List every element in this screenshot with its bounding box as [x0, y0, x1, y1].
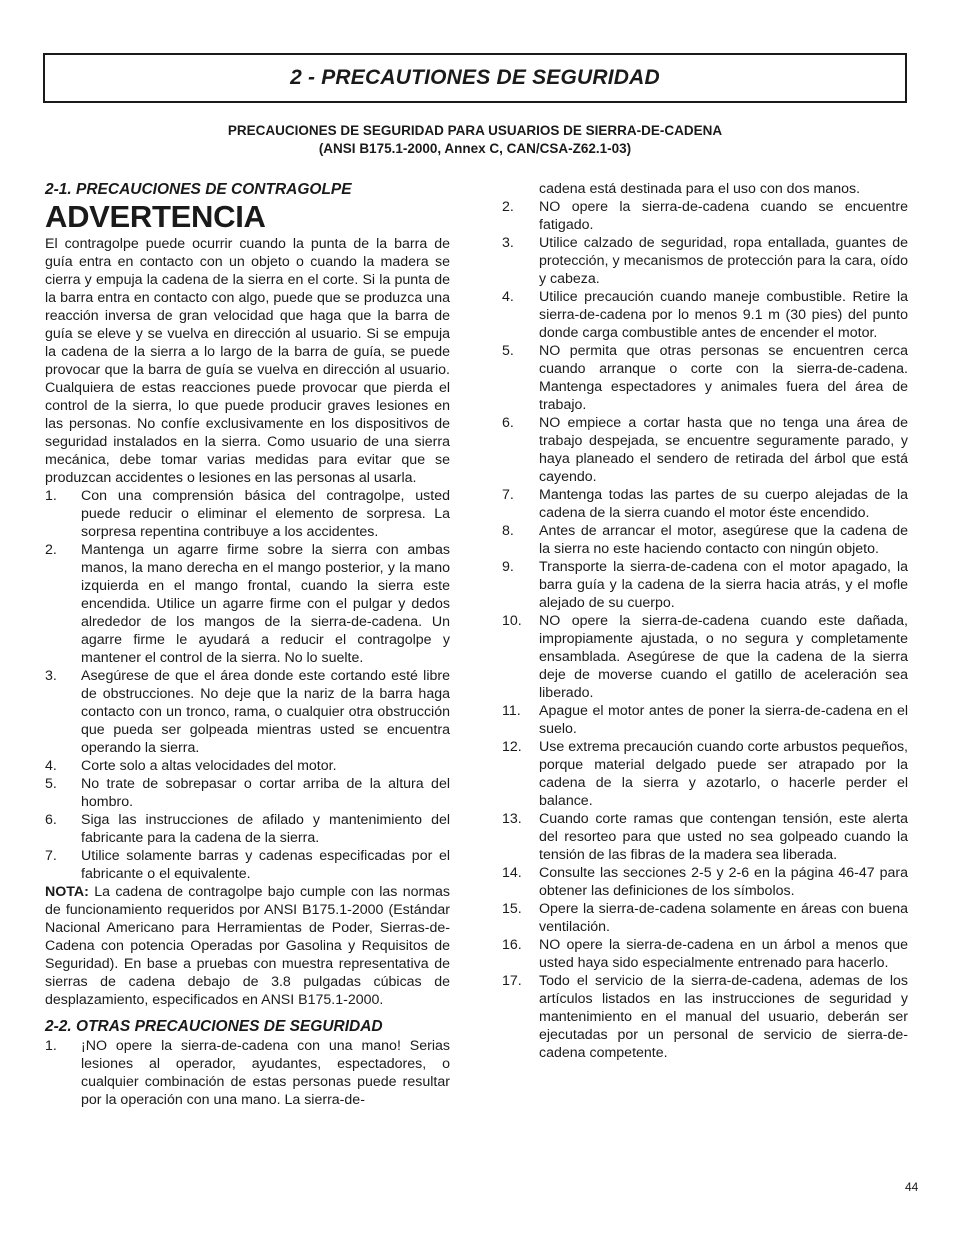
- note-paragraph: [45, 883, 450, 1009]
- list-item: 1. Con una comprensión básica del contragolpe, usted puede reducir o eliminar el elemento de sorpresa. La sorpresa repentina contribuye a los accidentes.: [45, 488, 450, 540]
- section-1-heading: 2-1. PRECAUCIONES DE CONTRAGOLPE: [45, 181, 352, 198]
- left-column: [45, 180, 450, 1109]
- list-item: 9. Transporte la sierra-de-cadena con el motor apagado, la barra guía y la cadena de la sierra hacia atrás, y el mofle alejado de su cuerpo.: [502, 559, 908, 611]
- list-item: 2. NO opere la sierra-de-cadena cuando se encuentre fatigado.: [502, 199, 908, 233]
- kickback-list: [45, 487, 450, 883]
- page-number: 44: [905, 1180, 919, 1194]
- list-item: 5. NO permita que otras personas se encuentren cerca cuando arranque o corte con la sierra-de-cadena. Mantenga espectadores y animales fuera del área de trabajo.: [502, 343, 908, 413]
- list-item: 1. ¡NO opere la sierra-de-cadena con una mano! Serias lesiones al operador, ayudantes, espectadores, o cualquier combinación de estas personas puede resultar por la operación con una mano. La sierra-de-: [45, 1038, 450, 1108]
- right-column: [502, 180, 908, 1062]
- list-item-continued: cadena está destinada para el uso con dos manos.: [539, 181, 861, 197]
- list-item: 4. Corte solo a altas velocidades del motor.: [45, 758, 337, 774]
- list-item: 3. Utilice calzado de seguridad, ropa entallada, guantes de protección, y mecanismos de protección para la cara, oído y cabeza.: [502, 235, 908, 287]
- list-item: 10. NO opere la sierra-de-cadena cuando este dañada, impropiamente ajustada, o no segura y completamente ensamblada. Asegúrese de que la cadena de la sierra deje de moverse cuando el gatillo de aceleración sea liberado.: [502, 613, 908, 701]
- list-item: 13. Cuando corte ramas que contengan tensión, este alerta del resorteo para que usted no sea golpeado cuando la tensión de las fibras de la madera sea liberada.: [502, 811, 908, 863]
- warning-heading: ADVERTENCIA: [45, 199, 266, 234]
- list-item: 12. Use extrema precaución cuando corte arbustos pequeños, porque material delgado puede ser atrapado por la cadena de la sierra y azotarlo, o hacerle perder el balance.: [502, 739, 908, 809]
- list-item: 17. Todo el servicio de la sierra-de-cadena, ademas de los artículos listados en las instrucciones de seguridad y mantenimiento en el manual del usuario, deberán ser ejecutadas por un personal de servicio de sierra-de-cadena competente.: [502, 973, 908, 1061]
- list-item: 4. Utilice precaución cuando maneje combustible. Retire la sierra-de-cadena por lo menos 9.1 m (30 pies) del punto donde carga combustible antes de encender el motor.: [502, 289, 908, 341]
- list-item: 6. Siga las instrucciones de afilado y mantenimiento del fabricante para la cadena de la sierra.: [45, 812, 450, 846]
- note-text: La cadena de contragolpe bajo cumple con las normas de funcionamiento requeridos por ANSI B175.1-2000 (Estándar Nacional Americano para Herramientas de Poder, Sierras-de-Cadena con potencia Operadas por Gasolina y Requisitos de Seguridad). En base a pruebas con muestra representativa de sierras de cadena debajo de 3.8 pulgadas cúbicas de desplazamiento, especificados en ANSI B175.1-2000.: [45, 884, 450, 1008]
- list-item: 7. Utilice solamente barras y cadenas especificadas por el fabricante o el equivalente.: [45, 848, 450, 882]
- other-precautions-list: [502, 198, 908, 1062]
- subheading-line-2: (ANSI B175.1-2000, Annex C, CAN/CSA-Z62.1-03): [318, 141, 632, 156]
- list-item: 11. Apague el motor antes de poner la sierra-de-cadena en el suelo.: [502, 703, 908, 737]
- subheading: [43, 122, 907, 158]
- section-2-heading: 2-2. OTRAS PRECAUCIONES DE SEGURIDAD: [45, 1018, 383, 1035]
- list-item: 14. Consulte las secciones 2-5 y 2-6 en la página 46-47 para obtener las definiciones de los símbolos.: [502, 865, 908, 899]
- list-item: 7. Mantenga todas las partes de su cuerpo alejadas de la cadena de la sierra cuando el motor éste encendido.: [502, 487, 908, 521]
- list-item: 8. Antes de arrancar el motor, asegúrese que la cadena de la sierra no este haciendo contacto con ningún objeto.: [502, 523, 908, 557]
- other-precautions-list-start: [45, 1037, 450, 1109]
- section-1-intro: El contragolpe puede ocurrir cuando la punta de la barra de guía entra en contacto con un objeto o cuando la madera se cierra y empuja la cadena de la sierra en el corte. Si la punta de la barra entra en contacto con algo, puede que se produzca una reacción inversa de gran velocidad que haga que la barra de guía se eleve y se vuelva en dirección al usuario. Si se empuja la cadena de la sierra a lo largo de la barra de guía, se puede provocar que la barra de guía se vuelva en dirección al usuario. Cualquiera de estas reacciones puede provocar que pierda el control de la sierra, lo que puede producir graves lesiones en las personas. No confíe exclusivamente en los dispositivos de seguridad instalados en la sierra. Como usuario de una sierra mecánica, debe tomar varias medidas para evitar que se produzcan accidentes o lesiones en las personas al usarla.: [45, 236, 450, 486]
- list-item: 3. Asegúrese de que el área donde este cortando esté libre de obstrucciones. No deje que la nariz de la barra haga contacto con un tronco, rama, o cualquier otra obstrucción que pueda ser golpeada mientras usted se encuentra operando la sierra.: [45, 668, 450, 756]
- subheading-line-1: PRECAUCIONES DE SEGURIDAD PARA USUARIOS DE SIERRA-DE-CADENA: [227, 123, 723, 138]
- title-box: [43, 53, 907, 103]
- list-item: 16. NO opere la sierra-de-cadena en un árbol a menos que usted haya sido especialmente entrenado para hacerlo.: [502, 937, 908, 971]
- list-item: 2. Mantenga un agarre firme sobre la sierra con ambas manos, la mano derecha en el mango posterior, y la mano izquierda en el mango frontal, cuando la sierra este encendida. Utilice un agarre firme con el pulgar y dedos alrededor de los mangos de la sierra-de-cadena. Un agarre firme le ayudará a reducir el contragolpe y mantener el control de la sierra. No lo suelte.: [45, 542, 450, 666]
- list-item: 6. NO empiece a cortar hasta que no tenga una área de trabajo despejada, se encuentre seguramente parado, y haya planeado el sendero de retirada del árbol que está cayendo.: [502, 415, 908, 485]
- note-label: NOTA:: [45, 884, 89, 900]
- list-item: 5. No trate de sobrepasar o cortar arriba de la altura del hombro.: [45, 776, 450, 810]
- page-title: 2 - PRECAUTIONES DE SEGURIDAD: [290, 66, 660, 89]
- list-item: 15. Opere la sierra-de-cadena solamente en áreas con buena ventilación.: [502, 901, 908, 935]
